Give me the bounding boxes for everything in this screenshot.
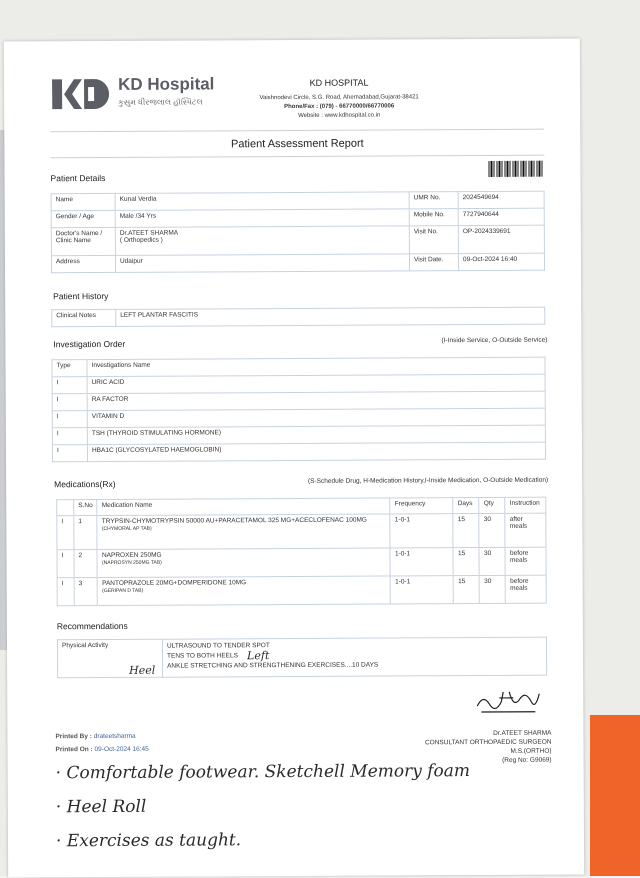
recommendations-heading: Recommendations (56, 620, 128, 632)
address-label: Address (51, 255, 115, 272)
med-instruction: before meals (506, 575, 547, 603)
doctor-cell (115, 226, 409, 256)
med-type: I (57, 550, 74, 578)
visit-date-value: 09-Oct-2024 16:40 (458, 253, 544, 270)
hospital-name: KD HOSPITAL (309, 77, 369, 88)
med-qty: 30 (479, 513, 505, 547)
table-row (57, 547, 546, 578)
report-page (4, 38, 584, 877)
med-frequency: 1-0-1 (391, 576, 454, 604)
med-days: 15 (453, 514, 479, 548)
handwritten-heel: Heel (129, 663, 156, 677)
investigation-legend: (I-Inside Service, O-Outside Service) (441, 336, 548, 345)
handwritten-note-3: · Exercises as taught. (55, 830, 242, 852)
table-row (57, 575, 546, 606)
hospital-address: Vaishnodevi Circle, S.G. Road, Ahemadabad,Gujarat-38421 (259, 94, 419, 102)
doctor-block (387, 729, 551, 766)
col-frequency: Frequency (390, 498, 453, 514)
doctor-signature (473, 686, 543, 718)
doctor-name: Dr.ATEET SHARMA (119, 229, 179, 237)
patient-details-table (51, 191, 545, 274)
physical-activity-cell (162, 637, 546, 677)
med-type: I (57, 578, 74, 606)
clinical-notes-value: LEFT PLANTAR FASCITIS (116, 307, 545, 326)
clinical-notes-table (51, 307, 545, 328)
recommendation-line-2: TENS TO BOTH HEELS (167, 652, 238, 660)
orange-folder-edge (590, 715, 640, 876)
printed-by-value: drateetsharma (93, 732, 136, 741)
mobile-label: Mobile No. (409, 209, 458, 226)
col-med-type (57, 500, 74, 516)
medications-legend: (S-Schedule Drug, H-Medication History,I-Inside Medication, O-Outside Medication) (307, 476, 549, 485)
printed-on-label: Printed On : (55, 746, 93, 754)
inv-name: URIC ACID (87, 374, 545, 393)
inv-name: TSH (THYROID STIMULATING HORMONE) (87, 425, 545, 444)
med-name-cell (97, 548, 390, 578)
inv-type: I (52, 445, 87, 462)
recommendation-line-1: ULTRASOUND TO TENDER SPOT (166, 642, 270, 650)
umr-label: UMR No. (409, 192, 458, 209)
col-medication-name: Medication Name (97, 498, 390, 516)
inv-name: HBA1C (GLYCOSYLATED HAEMOGLOBIN) (87, 442, 545, 461)
visit-value: OP-2024339691 (458, 225, 544, 253)
col-days: Days (453, 498, 479, 514)
med-name: PANTOPRAZOLE 20MG+DOMPERIDONE 10MG (102, 579, 247, 588)
barcode-icon (488, 161, 544, 177)
inv-type: I (52, 377, 87, 394)
report-title: Patient Assessment Report (230, 137, 364, 151)
inv-name: RA FACTOR (87, 391, 545, 410)
printed-by (55, 733, 135, 740)
med-instruction: before meals (505, 547, 546, 575)
med-frequency: 1-0-1 (390, 548, 453, 576)
patient-history-heading: Patient History (53, 290, 109, 302)
investigation-heading: Investigation Order (53, 338, 126, 350)
table-row (57, 513, 546, 550)
med-sno: 2 (74, 550, 98, 578)
medications-heading: Medications(Rx) (54, 478, 116, 490)
hospital-logo-icon (52, 79, 110, 109)
visit-label: Visit No. (409, 226, 458, 254)
patient-details-heading: Patient Details (50, 172, 106, 184)
brand-name: KD Hospital (117, 74, 215, 94)
name-label: Name (51, 193, 115, 210)
gender-label: Gender / Age (51, 210, 115, 227)
hospital-phone: Phone/Fax : (079) - 66770000/66770006 (284, 103, 395, 111)
brand-subtitle: કુસુમ ધીરજલાલ હૉસ્પિટલ (118, 97, 203, 107)
med-type: I (57, 516, 74, 550)
med-qty: 30 (479, 547, 505, 575)
med-name-cell (97, 514, 390, 550)
doctor-reg: (Reg No: G9069) (502, 756, 552, 764)
doctor-designation: CONSULTANT ORTHOPAEDIC SURGEON (424, 738, 552, 747)
col-instruction: Instruction (505, 497, 546, 513)
med-frequency: 1-0-1 (390, 514, 453, 548)
col-sno: S.No (74, 500, 98, 516)
handwritten-note-1: · Comfortable footwear. Sketchell Memory foam (55, 761, 471, 784)
clinical-notes-label: Clinical Notes (52, 309, 116, 326)
med-name: NAPROXEN 250MG (101, 551, 162, 560)
printed-on (56, 746, 149, 753)
inv-type: I (52, 411, 87, 428)
med-days: 15 (453, 548, 479, 576)
doctor-label: Doctor's Name / Clinic Name (51, 227, 115, 255)
inv-type: I (52, 394, 87, 411)
physical-activity-label: Physical Activity (57, 639, 162, 678)
doctor-degree: M.S.(ORTHO) (510, 747, 552, 755)
handwritten-note-2: · Heel Roll (55, 796, 147, 818)
med-qty: 30 (480, 575, 506, 603)
inv-type: I (52, 428, 87, 445)
handwritten-left: Left (247, 649, 270, 663)
table-row (52, 442, 545, 462)
col-investigation-name: Investigations Name (87, 357, 545, 376)
med-sno: 1 (74, 516, 98, 550)
med-name: TRYPSIN-CHYMOTRYPSIN 50000 AU+PARACETAMOL 325 MG+ACECLOFENAC 100MG (101, 516, 367, 526)
investigations-table (51, 357, 546, 463)
inv-name: VITAMIN D (87, 408, 545, 427)
address-value: Udaipur (115, 254, 409, 273)
mobile-value: 7727940644 (458, 208, 544, 225)
med-brand: (CHYMORAL AP TAB) (101, 525, 152, 533)
printed-on-value: 09-Oct-2024 16:45 (94, 745, 149, 754)
medications-table (56, 497, 547, 607)
med-days: 15 (454, 576, 480, 604)
patient-name: Kunal Verdia (115, 192, 409, 211)
med-instruction: after meals (505, 513, 546, 547)
hospital-website: Website : www.kdhospital.co.in (298, 112, 381, 119)
recommendation-line-3: ANKLE STRETCHING AND STRENGTHENING EXERCISES....10 DAYS (167, 661, 379, 670)
med-brand: (NAPROSYN 250MG TAB) (101, 559, 162, 567)
med-brand: (GERIPAN D TAB) (102, 587, 144, 595)
clinic-name: ( Orthopedics ) (119, 236, 163, 244)
printed-by-label: Printed By : (55, 733, 92, 741)
col-type: Type (52, 360, 87, 377)
col-qty: Qty (479, 497, 505, 513)
header-divider (50, 129, 544, 133)
med-name-cell (98, 576, 391, 606)
doctor-signature-name: Dr.ATEET SHARMA (493, 729, 552, 737)
gender-value: Male /34 Yrs (115, 209, 409, 228)
title-divider (50, 155, 544, 159)
visit-date-label: Visit Date. (409, 254, 458, 271)
med-sno: 3 (74, 578, 98, 606)
umr-value: 2024549694 (458, 191, 544, 208)
